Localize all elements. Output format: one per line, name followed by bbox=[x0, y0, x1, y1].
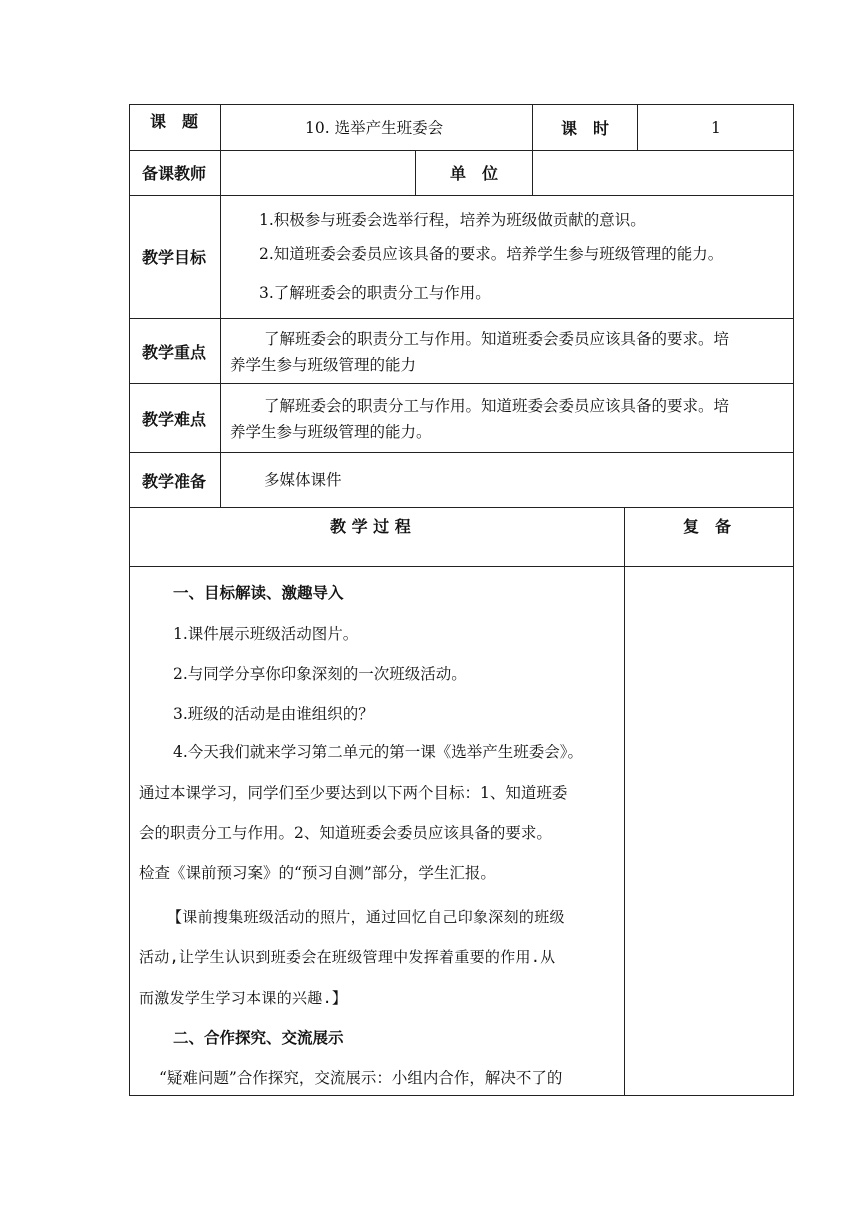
label-column-divider bbox=[220, 104, 221, 507]
topic-label: 课 题 bbox=[150, 112, 199, 131]
unit-label: 单 位 bbox=[450, 164, 499, 183]
table-border-top bbox=[129, 104, 794, 105]
preparation-value: 多媒体课件 bbox=[264, 471, 342, 489]
objectives-label: 教学目标 bbox=[142, 248, 207, 267]
row-divider bbox=[129, 195, 794, 196]
design-note-line: 而激发学生学习本课的兴趣.】 bbox=[139, 989, 348, 1007]
column-divider bbox=[637, 104, 638, 150]
section-heading: 二、合作探究、交流展示 bbox=[173, 1029, 344, 1047]
column-divider bbox=[532, 104, 533, 150]
review-header: 复 备 bbox=[683, 517, 732, 536]
process-line: 4.今天我们就来学习第二单元的第一课《选举产生班委会》。 bbox=[173, 743, 584, 761]
key-points-label: 教学重点 bbox=[142, 343, 207, 362]
difficulties-label: 教学难点 bbox=[142, 410, 207, 429]
process-line: 1.课件展示班级活动图片。 bbox=[173, 625, 359, 643]
teacher-label: 备课教师 bbox=[142, 164, 207, 183]
column-divider bbox=[415, 150, 416, 195]
key-points-line: 了解班委会的职责分工与作用。知道班委会委员应该具备的要求。培 bbox=[264, 330, 730, 348]
table-border-bottom bbox=[129, 1095, 794, 1096]
process-line: 2.与同学分享你印象深刻的一次班级活动。 bbox=[173, 665, 467, 683]
row-divider bbox=[129, 566, 794, 567]
design-note-line: 【课前搜集班级活动的照片，通过回忆自己印象深刻的班级 bbox=[167, 908, 565, 926]
difficulties-line: 了解班委会的职责分工与作用。知道班委会委员应该具备的要求。培 bbox=[264, 397, 730, 415]
row-divider bbox=[129, 150, 794, 151]
objective-item: 2.知道班委会委员应该具备的要求。培养学生参与班级管理的能力。 bbox=[259, 245, 724, 263]
column-divider bbox=[532, 150, 533, 195]
design-note-line: 活动,让学生认识到班委会在班级管理中发挥着重要的作用.从 bbox=[139, 948, 556, 966]
section-heading: 一、目标解读、激趣导入 bbox=[173, 584, 344, 602]
objective-item: 3.了解班委会的职责分工与作用。 bbox=[259, 284, 491, 302]
difficulties-line: 养学生参与班级管理的能力。 bbox=[230, 423, 432, 441]
period-label: 课 时 bbox=[561, 119, 610, 138]
process-line: 会的职责分工与作用。2、知道班委会委员应该具备的要求。 bbox=[139, 824, 552, 842]
topic-value: 10. 选举产生班委会 bbox=[305, 119, 444, 137]
period-value: 1 bbox=[711, 119, 721, 137]
row-divider bbox=[129, 383, 794, 384]
process-line: 3.班级的活动是由谁组织的？ bbox=[173, 705, 374, 723]
objective-item: 1.积极参与班委会选举行程，培养为班级做贡献的意识。 bbox=[259, 211, 646, 229]
process-line: 通过本课学习，同学们至少要达到以下两个目标：1、知道班委 bbox=[139, 784, 568, 802]
row-divider bbox=[129, 452, 794, 453]
process-header: 教 学 过 程 bbox=[330, 517, 411, 536]
process-line: 检查《课前预习案》的“预习自测”部分，学生汇报。 bbox=[139, 864, 496, 882]
key-points-line: 养学生参与班级管理的能力 bbox=[230, 356, 417, 374]
review-column-divider bbox=[624, 507, 625, 1096]
table-border-left bbox=[129, 104, 130, 1096]
row-divider bbox=[129, 318, 794, 319]
process-line: “疑难问题”合作探究，交流展示：小组内合作，解决不了的 bbox=[159, 1069, 563, 1087]
preparation-label: 教学准备 bbox=[142, 472, 207, 491]
table-border-right bbox=[793, 104, 794, 1096]
row-divider bbox=[129, 507, 794, 508]
